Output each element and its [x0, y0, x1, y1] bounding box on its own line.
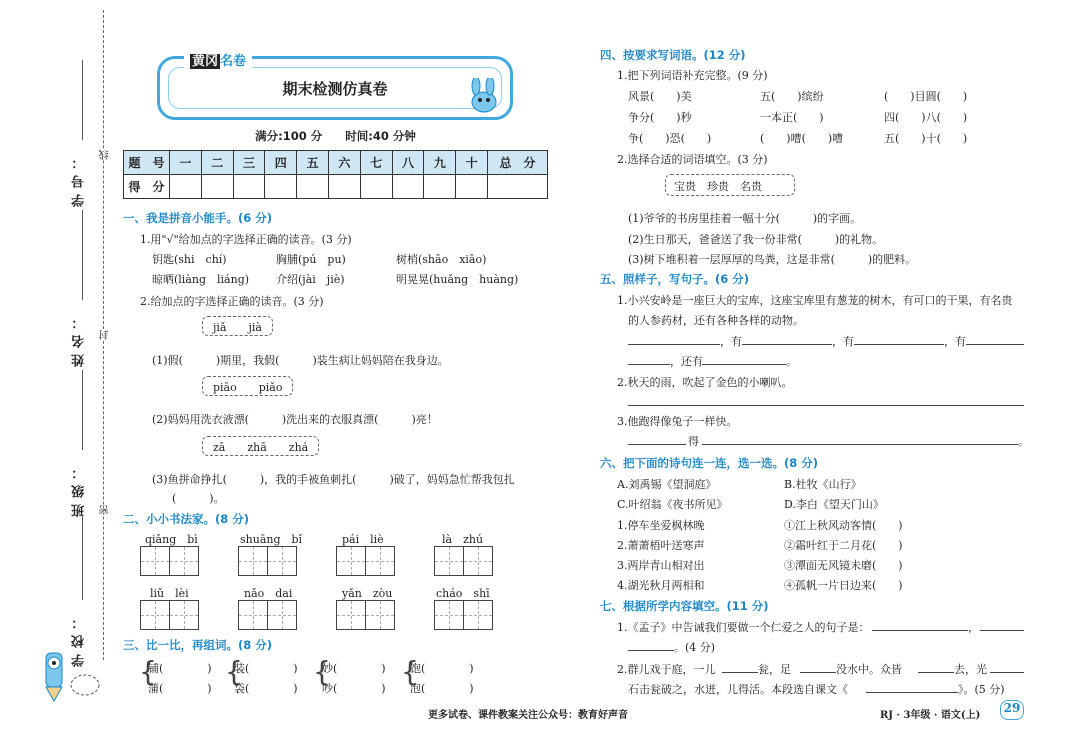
s6-right-line[interactable]: ④孤帆一片日边来( ) — [784, 579, 903, 592]
s2-pinyin: nǎo dai — [244, 587, 293, 600]
score-row-label: 得 分 — [124, 175, 170, 199]
s1-line3[interactable]: (3)鱼拼命挣扎( )，我的手被鱼刺扎( )破了，妈妈急忙帮我包扎 — [152, 473, 515, 486]
answer-line[interactable] — [628, 364, 670, 365]
score-header-cell: 四 — [265, 151, 297, 175]
s2-pinyin: cháo shī — [436, 587, 490, 600]
answer-line[interactable] — [722, 672, 758, 673]
score-header-cell: 十 — [456, 151, 488, 175]
answer-line[interactable] — [980, 630, 1024, 631]
score-header-cell: 九 — [424, 151, 456, 175]
s6-left-line[interactable]: 3.两岸青山相对出 — [617, 559, 705, 572]
pinyin-option-box: jiǎ jià — [202, 316, 273, 336]
s4-item[interactable]: ( )目圆( ) — [884, 90, 968, 103]
s4-item[interactable]: 一本正( ) — [760, 111, 824, 124]
s7-q2f: 》。(5 分) — [958, 683, 1005, 696]
footer-grade: RJ · 3年级 · 语文(上) — [880, 710, 981, 721]
answer-line[interactable] — [702, 364, 786, 365]
s7-q2d: 去，光 — [954, 663, 987, 676]
writing-grid[interactable] — [434, 600, 492, 630]
rabbit-mascot-icon — [462, 78, 504, 116]
score-cell[interactable] — [201, 175, 233, 199]
s4-item[interactable]: ( )嘈( )嘈 — [760, 132, 844, 145]
brand-logo: 黄冈 名卷 — [184, 50, 252, 69]
s3-pair[interactable]: 装( ) — [234, 662, 298, 675]
score-cell[interactable] — [233, 175, 265, 199]
answer-line[interactable] — [990, 672, 1024, 673]
s4-q1: 1.把下列词语补充完整。(9 分) — [617, 69, 768, 82]
answer-line[interactable] — [866, 692, 958, 693]
s1-item[interactable]: 介绍(jài jiè) — [276, 273, 345, 286]
class-label: 班级： — [72, 460, 87, 517]
s1-item[interactable]: 钥匙(shi chí) — [152, 253, 227, 266]
s7-q1-score: 。(4 分) — [674, 641, 716, 654]
answer-line[interactable] — [800, 672, 836, 673]
pinyin-option-box: zā zhā zhá — [202, 436, 319, 456]
s7-q2e: 石击瓮破之，水迸，儿得活。本段选自课文《 — [628, 683, 848, 696]
answer-line[interactable] — [628, 444, 686, 445]
brace: { — [139, 655, 157, 688]
section-4-title: 四、按要求写词语。(12 分) — [600, 48, 746, 62]
section-1-title: 一、我是拼音小能手。(6 分) — [123, 211, 273, 225]
s1-q2: 2.给加点的字选择正确的读音。(3 分) — [140, 295, 324, 308]
name-line — [82, 210, 83, 300]
s6-author: D.李白《望天门山》 — [784, 498, 884, 511]
cut-mark-seal: 封 — [100, 330, 111, 340]
section-6-title: 六、把下面的诗句连一连，选一选。(8 分) — [600, 456, 819, 470]
s5-q1b: 的人参药材，还有各种各样的动物。 — [628, 314, 804, 327]
student-id-line — [82, 60, 83, 140]
score-header-cell: 八 — [392, 151, 424, 175]
s4-item[interactable]: 五( )十( ) — [884, 132, 968, 145]
score-cell[interactable] — [488, 175, 548, 199]
s4-item[interactable]: 五( )缤纷 — [760, 90, 824, 103]
score-header-cell: 三 — [233, 151, 265, 175]
s2-pinyin: liǔ lèi — [150, 587, 189, 600]
s2-pinyin: là zhú — [442, 533, 484, 546]
score-cell[interactable] — [170, 175, 202, 199]
s4-fill[interactable]: (2)生日那天，爸爸送了我一份非常( )的礼物。 — [628, 233, 884, 246]
name-label: 姓名： — [72, 310, 87, 367]
section-2-title: 二、小小书法家。(8 分) — [123, 512, 250, 526]
s5-q1a: 1.小兴安岭是一座巨大的宝库，这座宝库里有葱茏的树木，有可口的干果，有名贵 — [617, 294, 1013, 307]
score-header-cell: 六 — [328, 151, 360, 175]
answer-line[interactable] — [872, 630, 968, 631]
section-7-title: 七、根据所学内容填空。(11 分) — [600, 599, 769, 613]
answer-line[interactable] — [628, 405, 1024, 406]
answer-line[interactable] — [628, 650, 674, 651]
section-5-title: 五、照样子，写句子。(6 分) — [600, 272, 750, 286]
writing-grid[interactable] — [336, 600, 394, 630]
s6-left-line[interactable]: 2.萧萧梧叶送寒声 — [617, 539, 705, 552]
score-table — [123, 150, 548, 199]
writing-grid[interactable] — [140, 546, 198, 576]
s6-author: B.杜牧《山行》 — [784, 478, 862, 491]
word-choice-box: 宝贵 珍贵 名贵 — [665, 174, 795, 196]
writing-grid[interactable] — [238, 600, 296, 630]
s1-line2[interactable]: (2)妈妈用洗衣液漂( )洗出来的衣服真漂( )亮！ — [152, 413, 438, 426]
s1-item[interactable]: 胸脯(pú pu) — [276, 253, 346, 266]
score-header-cell: 总 分 — [488, 151, 548, 175]
school-label: 学校： — [72, 610, 87, 667]
s3-pair[interactable]: 吵( ) — [322, 682, 386, 695]
school-line — [82, 515, 83, 600]
s3-pair[interactable]: 泡( ) — [410, 682, 474, 695]
s1-line3b[interactable]: ( )。 — [172, 492, 225, 505]
answer-line[interactable] — [854, 344, 944, 345]
s7-q2c: 没水中。众皆 — [836, 663, 902, 676]
s4-item[interactable]: 风景( )美 — [628, 90, 692, 103]
s4-item[interactable]: 争( )恐( ) — [628, 132, 712, 145]
score-cell[interactable] — [392, 175, 424, 199]
section-3-title: 三、比一比，再组词。(8 分) — [123, 638, 273, 652]
brace: { — [225, 655, 243, 688]
s6-right-line[interactable]: ②霜叶红于二月花( ) — [784, 539, 903, 552]
s4-fill[interactable]: (3)树下堆积着一层厚厚的鸟粪，这是非常( )的肥料。 — [628, 253, 917, 266]
brace: { — [313, 655, 331, 688]
s4-q2: 2.选择合适的词语填空。(3 分) — [617, 153, 768, 166]
score-header-cell: 二 — [201, 151, 233, 175]
answer-line[interactable] — [966, 344, 1024, 345]
score-header-cell: 一 — [170, 151, 202, 175]
score-cell[interactable] — [360, 175, 392, 199]
s6-left-line[interactable]: 1.停车坐爱枫林晚 — [617, 519, 705, 532]
pinyin-option-box: piāo piǎo — [202, 376, 293, 396]
writing-grid[interactable] — [434, 546, 492, 576]
s5-you: ，有 — [832, 335, 854, 348]
s6-author: A.刘禹锡《望洞庭》 — [617, 478, 717, 491]
s2-pinyin: pái liè — [342, 533, 384, 546]
s2-pinyin: qiāng bì — [145, 533, 198, 546]
answer-line[interactable] — [702, 444, 1018, 445]
answer-line[interactable] — [628, 344, 720, 345]
page-number: 29 — [1000, 700, 1024, 720]
s3-pair[interactable]: 铺( ) — [148, 662, 212, 675]
s2-pinyin: shuāng bǐ — [240, 533, 303, 546]
exam-title: 期末检测仿真卷 — [282, 80, 388, 98]
s1-q1: 1.用"√"给加点的字选择正确的读音。(3 分) — [140, 233, 352, 246]
s5-de: 得 — [688, 435, 699, 448]
s4-item[interactable]: 四( )八( ) — [884, 111, 968, 124]
score-cell[interactable] — [328, 175, 360, 199]
s4-item[interactable]: 争分( )秒 — [628, 111, 692, 124]
s1-line1[interactable]: (1)假( )期里，我假( )装生病让妈妈陪在我身边。 — [152, 354, 449, 367]
pencil-mascot-icon — [30, 645, 100, 705]
writing-grid[interactable] — [336, 546, 394, 576]
answer-line[interactable] — [742, 344, 832, 345]
writing-grid[interactable] — [238, 546, 296, 576]
footer-note: 更多试卷、课件教案关注公众号：教育好声音 — [428, 710, 628, 721]
s1-item[interactable]: 明晃晃(huǎng huàng) — [396, 273, 519, 286]
s4-fill[interactable]: (1)爷爷的书房里挂着一幅十分( )的字画。 — [628, 212, 862, 225]
score-cell[interactable] — [424, 175, 456, 199]
score-time-info: 满分:100 分 时间:40 分钟 — [255, 129, 416, 143]
writing-grid[interactable] — [140, 600, 198, 630]
s1-item[interactable]: 晾晒(liàng liáng) — [152, 273, 250, 286]
s2-pinyin: yǎn zòu — [342, 587, 393, 600]
s6-right-line[interactable]: ①江上秋风动客情( ) — [784, 519, 903, 532]
s6-left-line[interactable]: 4.湖光秋月两相和 — [617, 579, 705, 592]
class-line — [82, 370, 83, 450]
s3-pair[interactable]: 袋( ) — [234, 682, 298, 695]
brace: { — [401, 655, 419, 688]
score-cell[interactable] — [456, 175, 488, 199]
s3-pair[interactable]: 妙( ) — [322, 662, 386, 675]
s6-right-line[interactable]: ③潭面无风镜未磨( ) — [784, 559, 903, 572]
score-cell[interactable] — [265, 175, 297, 199]
s1-item[interactable]: 树梢(shāo xiāo) — [396, 253, 487, 266]
s7-q2a: 2.群儿戏于庭，一儿 — [617, 663, 716, 676]
s3-pair[interactable]: 饱( ) — [410, 662, 474, 675]
s5-you: ，有 — [720, 335, 742, 348]
student-id-label: 学号： — [72, 150, 87, 207]
score-header-cell: 五 — [297, 151, 329, 175]
score-header-cell: 题 号 — [124, 151, 170, 175]
s6-author: C.叶绍翁《夜书所见》 — [617, 498, 728, 511]
s5-q2: 2.秋天的雨，吹起了金色的小喇叭。 — [617, 376, 793, 389]
s5-haiyou: ，还有 — [670, 355, 703, 368]
s7-q2b: 瓮，足 — [758, 663, 791, 676]
score-cell[interactable] — [297, 175, 329, 199]
cut-mark-secret: 密 — [100, 505, 111, 515]
answer-line[interactable] — [918, 672, 954, 673]
s5-q3: 3.他跑得像兔子一样快。 — [617, 415, 738, 428]
cut-mark-line: 线 — [100, 150, 111, 160]
s3-pair[interactable]: 蒲( ) — [148, 682, 212, 695]
s5-you: ，有 — [944, 335, 966, 348]
s7-q1: 1.《孟子》中告诫我们要做一个仁爱之人的句子是： — [617, 621, 870, 634]
score-header-cell: 七 — [360, 151, 392, 175]
